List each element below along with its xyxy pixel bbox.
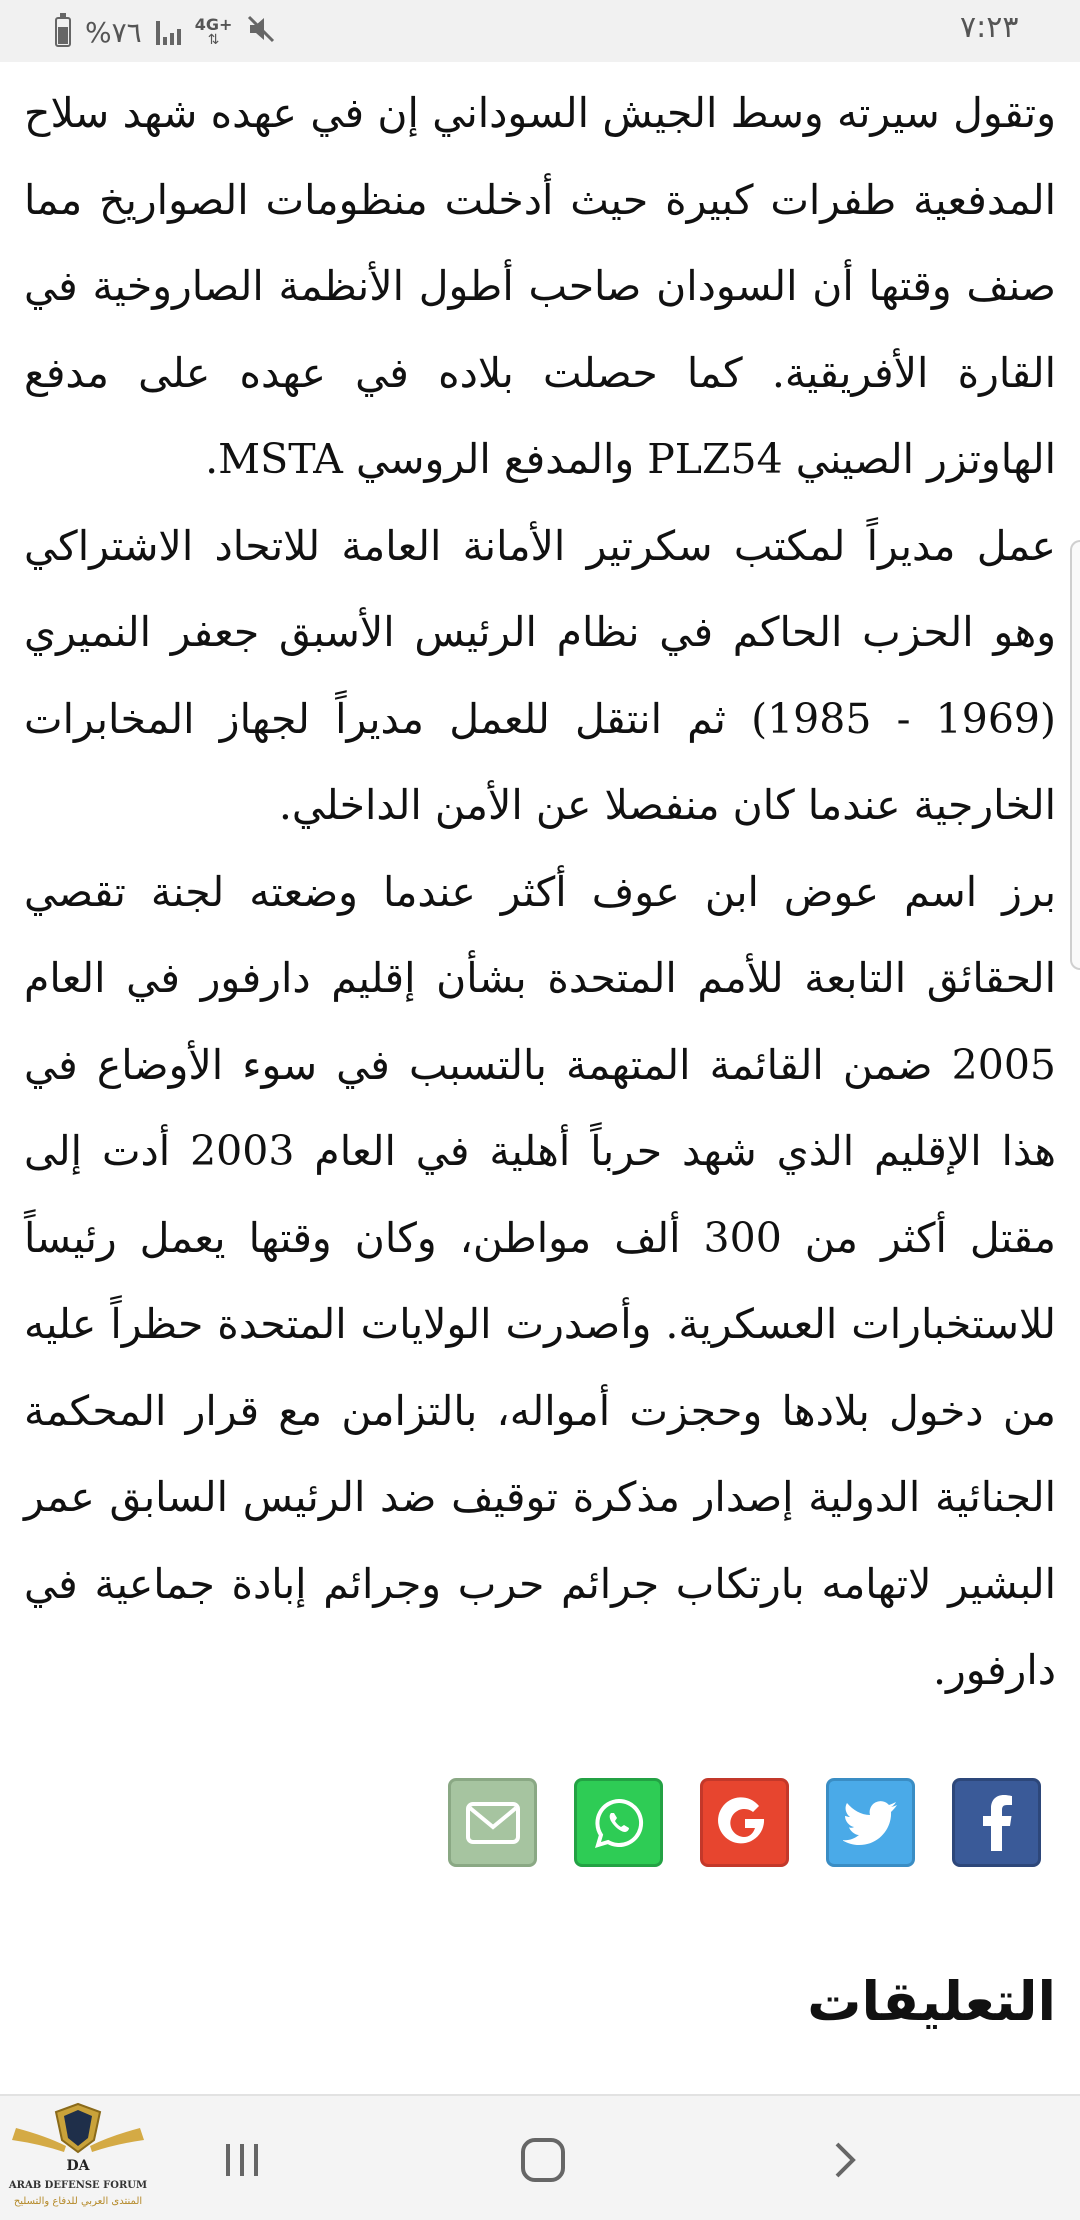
article-paragraph: عمل مديراً لمكتب سكرتير الأمانة العامة للاتحاد الاشتراكي وهو الحزب الحاكم في نظام الرئيس الأسبق جعفر النميري (1969 - 1985) ثم انتقل للعمل مديراً لجهاز المخابرات الخارجية عندما كان منفصلا عن الأمن الداخلي. [24,521,1056,829]
share-buttons [448,1778,1041,1867]
share-email-button[interactable] [448,1778,537,1867]
navigation-bar [0,2094,1080,2220]
share-whatsapp-button[interactable] [574,1778,663,1867]
recent-apps-button[interactable] [212,2130,272,2190]
google-icon [717,1795,773,1851]
signal-icon [156,19,181,45]
battery-icon [55,17,71,47]
comments-heading: التعليقات [807,1970,1056,2033]
watermark-subtitle: المنتدى العربي للدفاع والتسليح [13,2196,143,2207]
article-body [24,70,1056,1714]
back-button[interactable] [815,2130,875,2190]
twitter-bird-icon [843,1799,899,1847]
share-google-button[interactable] [700,1778,789,1867]
watermark-badge: DA [66,2158,90,2174]
recent-apps-icon [220,2138,264,2182]
share-twitter-button[interactable] [826,1778,915,1867]
share-facebook-button[interactable] [952,1778,1041,1867]
whatsapp-icon [592,1796,646,1850]
home-button[interactable] [513,2130,573,2190]
home-icon [518,2135,568,2185]
arab-defense-forum-watermark [6,2100,150,2218]
network-4g-icon: 4G+ ⇅ [194,15,233,48]
facebook-icon [980,1795,1014,1851]
battery-percentage: %٧٦ [85,15,142,49]
article-paragraph: وتقول سيرته وسط الجيش السوداني إن في عهده شهد سلاح المدفعية طفرات كبيرة حيث أدخلت منظومات الصواريخ مما صنف وقتها أن السودان صاحب أطول الأنظمة الصاروخية في القارة الأفريقية. كما حصلت بلاده في عهده على مدفع الهاوتزر الصيني PLZ54 والمدفع الروسي MSTA. [24,89,1056,483]
edge-panel-handle[interactable] [1070,540,1080,970]
article-paragraph: برز اسم عوض ابن عوف أكثر عندما وضعته لجنة تقصي الحقائق التابعة للأمم المتحدة بشأن إقليم دارفور في العام 2005 ضمن القائمة المتهمة بالتسبب في سوء الأوضاع في هذا الإقليم الذي شهد حرباً أهلية في العام 2003 أدت إلى مقتل أكثر من 300 ألف مواطن، وكان وقتها يعمل رئيساً للاستخبارات العسكرية. وأصدرت الولايات المتحدة حظراً عليه من دخول بلادها وحجزت أمواله، بالتزامن مع قرار المحكمة الجنائية الدولية إصدار مذكرة توقيف ضد الرئيس السابق عمر البشير لاتهامه بارتكاب جرائم حرب وجرائم إبادة جماعية في دارفور. [24,867,1056,1694]
mute-icon [246,14,276,51]
status-time: ٧:٢٣ [960,10,1019,45]
envelope-icon [465,1801,521,1845]
back-icon [823,2138,867,2182]
status-bar [0,0,1080,62]
eagle-logo-icon [6,2100,150,2180]
watermark-name: ARAB DEFENSE FORUM [8,2180,148,2191]
status-icons [55,12,276,52]
